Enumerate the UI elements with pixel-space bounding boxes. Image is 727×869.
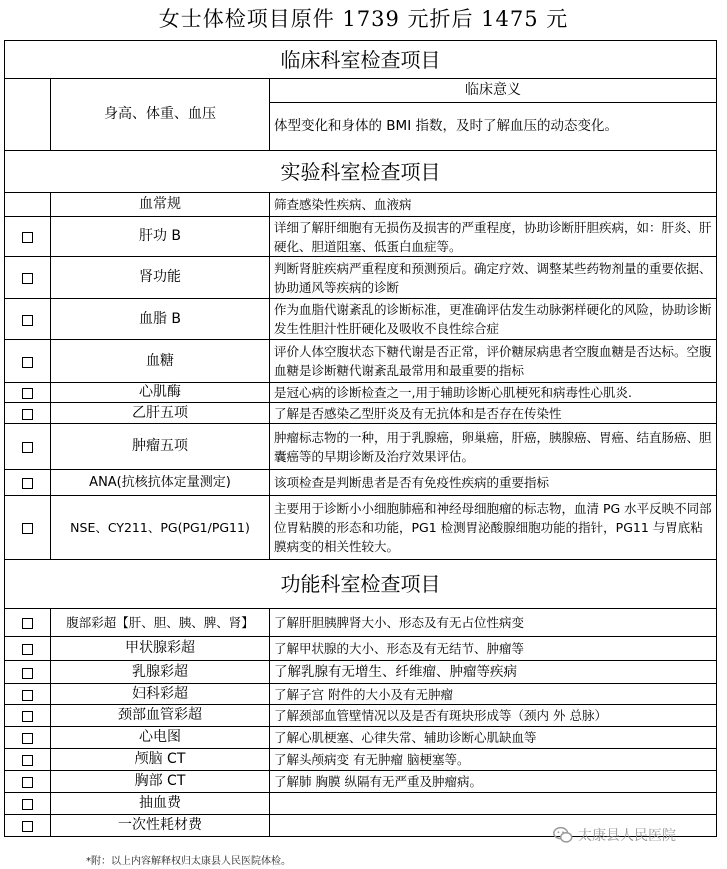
checkbox[interactable] — [5, 705, 51, 727]
checkbox[interactable] — [5, 749, 51, 771]
item-desc: 了解子宫 附件的大小及有无肿瘤 — [270, 684, 717, 705]
item-name: 肿瘤五项 — [51, 424, 270, 470]
watermark — [552, 824, 712, 846]
footnote: *附：以上内容解释权归太康县人民医院体检。 — [86, 856, 291, 867]
item-name: NSE、CY211、PG(PG1/PG11) — [51, 496, 270, 560]
item-desc: 评价人体空腹状态下糖代谢是否正常，评价糖尿病患者空腹血糖是否达标。空腹血糖是诊断糖代谢紊乱最常用和最重要的指标 — [270, 340, 717, 383]
item-name: 血脂 B — [51, 299, 270, 340]
item-name: 颅脑 CT — [51, 749, 270, 771]
watermark-text: 太康县人民医院 — [578, 828, 676, 844]
checkbox-icon — [22, 618, 33, 629]
item-name: 乳腺彩超 — [51, 661, 270, 684]
checkbox-icon — [22, 357, 33, 368]
item-name: 甲状腺彩超 — [51, 637, 270, 661]
checkbox-icon — [22, 409, 33, 420]
item-desc: 了解颈部血管壁情况以及是否有斑块形成等（颈内 外 总脉） — [270, 705, 717, 727]
checkbox-icon — [22, 232, 33, 243]
item-desc: 筛查感染性疾病、血液病 — [270, 193, 717, 217]
item-name: 乙肝五项 — [51, 403, 270, 424]
section-function: 功能科室检查项目 — [5, 560, 717, 609]
item-desc: 主要用于诊断小小细胞肺癌和神经母细胞瘤的标志物，血清 PG 水平反映不同部位胃粘膜的形态和功能，PG1 检测胃泌酸腺细胞功能的指针，PG11 与胃底粘膜病变的相关性较大。 — [270, 496, 717, 560]
checkbox-icon — [22, 711, 33, 722]
item-desc: 作为血脂代谢紊乱的诊断标准，更准确评估发生动脉粥样硬化的风险，协助诊断发生性胆汁性肝硬化及吸收不良性综合症 — [270, 299, 717, 340]
item-name: ANA(抗核抗体定量测定) — [51, 470, 270, 496]
item-name: 颈部血管彩超 — [51, 705, 270, 727]
checkbox-icon — [22, 690, 33, 701]
item-desc — [270, 793, 717, 815]
checkbox-icon — [22, 777, 33, 788]
item-name: 心电图 — [51, 727, 270, 749]
checkbox[interactable] — [5, 383, 51, 403]
item-name: 胸部 CT — [51, 771, 270, 793]
checkbox[interactable] — [5, 217, 51, 257]
checkbox-icon — [22, 821, 33, 832]
item-name: 妇科彩超 — [51, 684, 270, 705]
item-desc: 该项检查是判断患者是否有免疫性疾病的重要指标 — [270, 470, 717, 496]
checkbox-icon — [22, 799, 33, 810]
checkbox-icon — [22, 442, 33, 453]
checkbox[interactable] — [5, 661, 51, 684]
checkbox-icon — [22, 644, 33, 655]
section-clinical: 临床科室检查项目 — [5, 41, 717, 79]
item-name: 血糖 — [51, 340, 270, 383]
checkbox-icon — [22, 315, 33, 326]
checkbox-icon — [22, 523, 33, 534]
column-header: 临床意义 — [270, 79, 717, 103]
checkbox-icon — [22, 388, 33, 399]
checkbox[interactable] — [5, 257, 51, 299]
empty-cell — [5, 79, 51, 151]
checkbox-icon — [22, 733, 33, 744]
item-desc: 了解肺 胸膜 纵隔有无严重及肿瘤病。 — [270, 771, 717, 793]
page-title: 女士体检项目原件 1739 元折后 1475 元 — [158, 7, 569, 31]
checkbox[interactable] — [5, 815, 51, 837]
item-desc: 了解乳腺有无增生、纤维瘤、肿瘤等疾病 — [270, 661, 717, 684]
checkbox[interactable] — [5, 727, 51, 749]
item-desc: 详细了解肝细胞有无损伤及损害的严重程度，协助诊断肝胆疾病，如：肝炎、肝硬化、胆道阻塞、低蛋白血症等。 — [270, 217, 717, 257]
item-name: 腹部彩超【肝、胆、胰、脾、肾】 — [51, 609, 270, 637]
item-name: 血常规 — [51, 193, 270, 217]
item-name: 抽血费 — [51, 793, 270, 815]
item-desc: 了解肝胆胰脾肾大小、形态及有无占位性病变 — [270, 609, 717, 637]
checkbox[interactable] — [5, 424, 51, 470]
item-name: 心肌酶 — [51, 383, 270, 403]
checkbox[interactable] — [5, 340, 51, 383]
item-name: 一次性耗材费 — [51, 815, 270, 837]
item-desc: 了解头颅病变 有无肿瘤 脑梗塞等。 — [270, 749, 717, 771]
item-desc: 了解是否感染乙型肝炎及有无抗体和是否存在传染性 — [270, 403, 717, 424]
empty-cell — [5, 193, 51, 217]
checkbox[interactable] — [5, 793, 51, 815]
exam-table — [4, 40, 717, 837]
checkbox[interactable] — [5, 684, 51, 705]
checkbox-icon — [22, 668, 33, 679]
item-name: 身高、体重、血压 — [51, 79, 270, 151]
item-desc: 了解心肌梗塞、心律失常、辅助诊断心肌缺血等 — [270, 727, 717, 749]
checkbox[interactable] — [5, 496, 51, 560]
item-name: 肝功 B — [51, 217, 270, 257]
item-name: 肾功能 — [51, 257, 270, 299]
checkbox[interactable] — [5, 299, 51, 340]
item-desc: 体型变化和身体的 BMI 指数，及时了解血压的动态变化。 — [270, 103, 717, 151]
item-desc: 是冠心病的诊断检查之一,用于辅助诊断心肌梗死和病毒性心肌炎. — [270, 383, 717, 403]
item-desc: 肿瘤标志物的一种，用于乳腺癌，卵巢癌，肝癌，胰腺癌、胃癌、结直肠癌、胆囊癌等的早期诊断及治疗效果评估。 — [270, 424, 717, 470]
wechat-icon — [552, 824, 574, 846]
checkbox[interactable] — [5, 470, 51, 496]
section-lab: 实验科室检查项目 — [5, 151, 717, 193]
checkbox-icon — [22, 273, 33, 284]
checkbox-icon — [22, 755, 33, 766]
checkbox-icon — [22, 478, 33, 489]
item-desc: 了解甲状腺的大小、形态及有无结节、肿瘤等 — [270, 637, 717, 661]
checkbox[interactable] — [5, 637, 51, 661]
checkbox[interactable] — [5, 609, 51, 637]
checkbox[interactable] — [5, 771, 51, 793]
item-desc: 判断肾脏疾病严重程度和预测预后。确定疗效、调整某些药物剂量的重要依据、协助通风等疾病的诊断 — [270, 257, 717, 299]
checkbox[interactable] — [5, 403, 51, 424]
